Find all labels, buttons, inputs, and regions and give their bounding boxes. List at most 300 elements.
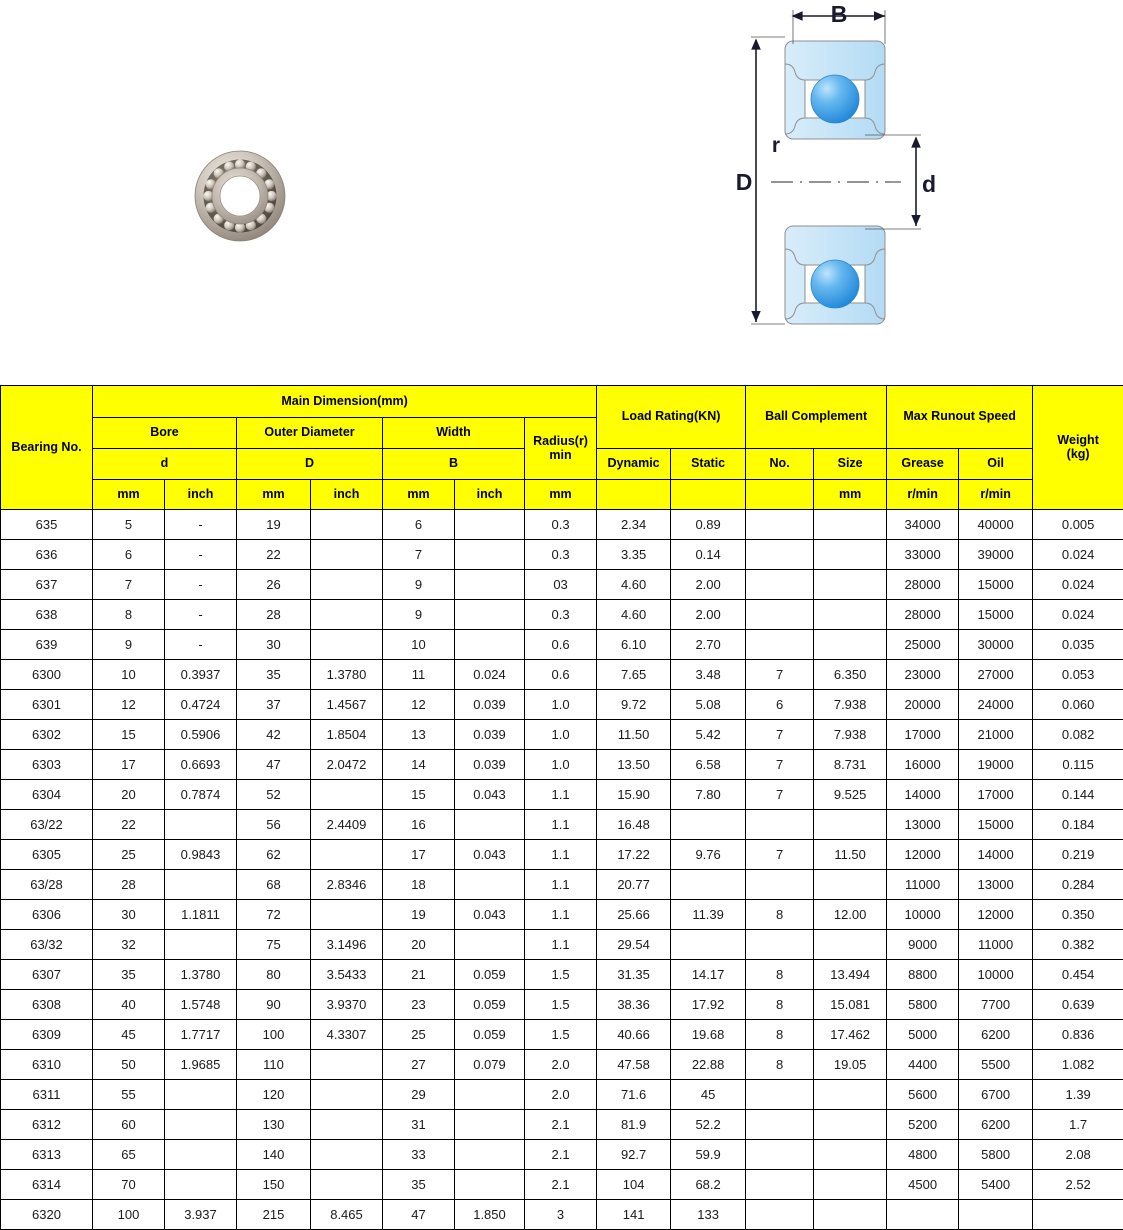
cell-width-mm: 7	[383, 540, 455, 570]
table-row	[1, 1200, 1123, 1230]
cell-outer-diameter-mm: 52	[237, 780, 311, 810]
cell-bore-mm: 8	[93, 600, 165, 630]
cell-outer-diameter-mm: 22	[237, 540, 311, 570]
cell-bearing-no: 6303	[1, 750, 93, 780]
cell-ball-size	[814, 1110, 887, 1140]
cell-load-dynamic: 4.60	[597, 570, 671, 600]
cell-ball-size	[814, 1200, 887, 1230]
cell-bore-mm: 40	[93, 990, 165, 1020]
cell-outer-diameter-inch	[311, 1170, 383, 1200]
cell-width-mm: 47	[383, 1200, 455, 1230]
cell-ball-size: 7.938	[814, 690, 887, 720]
cell-bore-inch: 0.6693	[165, 750, 237, 780]
cell-outer-diameter-inch	[311, 1140, 383, 1170]
cell-speed-oil: 7700	[959, 990, 1033, 1020]
bearing-drawing-svg	[735, 2, 975, 352]
cell-radius-min: 1.0	[525, 690, 597, 720]
cell-outer-diameter-mm: 150	[237, 1170, 311, 1200]
cell-bearing-no: 6309	[1, 1020, 93, 1050]
cell-outer-diameter-mm: 215	[237, 1200, 311, 1230]
table-row	[1, 1020, 1123, 1050]
cell-ball-no	[746, 1080, 814, 1110]
header-unit-D-inch: inch	[311, 480, 383, 510]
cell-load-dynamic: 31.35	[597, 960, 671, 990]
cell-bore-inch	[165, 870, 237, 900]
cell-speed-grease: 12000	[887, 840, 959, 870]
header-unit-r-mm: mm	[525, 480, 597, 510]
cell-width-mm: 19	[383, 900, 455, 930]
table-row	[1, 1080, 1123, 1110]
cell-bearing-no: 639	[1, 630, 93, 660]
cell-ball-no	[746, 510, 814, 540]
cell-weight	[1033, 1200, 1123, 1230]
table-row	[1, 780, 1123, 810]
cell-bore-mm: 32	[93, 930, 165, 960]
cell-speed-grease	[887, 1200, 959, 1230]
cell-load-dynamic: 141	[597, 1200, 671, 1230]
cell-speed-oil: 14000	[959, 840, 1033, 870]
cell-speed-grease: 20000	[887, 690, 959, 720]
cell-bearing-no: 63/32	[1, 930, 93, 960]
cell-width-inch: 0.059	[455, 960, 525, 990]
cell-speed-grease: 8800	[887, 960, 959, 990]
header-oil: Oil	[959, 449, 1033, 480]
cell-width-inch	[455, 630, 525, 660]
cell-bore-inch: 0.5906	[165, 720, 237, 750]
header-unit-d-mm: mm	[93, 480, 165, 510]
cell-radius-min: 3	[525, 1200, 597, 1230]
cell-load-static: 7.80	[671, 780, 746, 810]
cell-bore-inch: -	[165, 570, 237, 600]
cell-speed-grease: 25000	[887, 630, 959, 660]
cell-load-dynamic: 13.50	[597, 750, 671, 780]
cell-bearing-no: 6306	[1, 900, 93, 930]
cell-bore-inch	[165, 1170, 237, 1200]
cell-ball-no: 7	[746, 780, 814, 810]
cell-ball-size	[814, 930, 887, 960]
cell-ball-no: 8	[746, 960, 814, 990]
cell-speed-oil: 6700	[959, 1080, 1033, 1110]
header-outer-diameter: Outer Diameter	[237, 418, 383, 449]
header-symbol-d: d	[93, 449, 237, 480]
cell-radius-min: 0.6	[525, 630, 597, 660]
cell-speed-grease: 4400	[887, 1050, 959, 1080]
cell-speed-oil: 19000	[959, 750, 1033, 780]
cell-bearing-no: 63/22	[1, 810, 93, 840]
cell-outer-diameter-mm: 35	[237, 660, 311, 690]
bearing-cross-section-drawing	[735, 2, 975, 352]
label-r: r	[772, 134, 780, 157]
cell-ball-no: 7	[746, 660, 814, 690]
table-row	[1, 630, 1123, 660]
cell-bore-mm: 30	[93, 900, 165, 930]
header-load-rating: Load Rating(KN)	[597, 386, 746, 449]
cell-speed-oil: 5800	[959, 1140, 1033, 1170]
header-unit-D-mm: mm	[237, 480, 311, 510]
cell-width-mm: 11	[383, 660, 455, 690]
cell-width-inch: 0.059	[455, 1020, 525, 1050]
header-unit-B-inch: inch	[455, 480, 525, 510]
cell-bearing-no: 6313	[1, 1140, 93, 1170]
cell-ball-size	[814, 1140, 887, 1170]
cell-outer-diameter-mm: 140	[237, 1140, 311, 1170]
cell-width-mm: 29	[383, 1080, 455, 1110]
table-body	[1, 510, 1123, 1230]
cell-load-static: 0.89	[671, 510, 746, 540]
cell-outer-diameter-inch	[311, 570, 383, 600]
cell-radius-min: 2.0	[525, 1050, 597, 1080]
cell-bearing-no: 6302	[1, 720, 93, 750]
cell-outer-diameter-mm: 19	[237, 510, 311, 540]
cell-ball-no: 7	[746, 750, 814, 780]
cell-ball-size	[814, 510, 887, 540]
header-max-runout-speed: Max Runout Speed	[887, 386, 1033, 449]
cell-width-mm: 17	[383, 840, 455, 870]
cell-width-mm: 10	[383, 630, 455, 660]
cell-load-static	[671, 810, 746, 840]
cell-width-inch: 0.039	[455, 750, 525, 780]
cell-load-dynamic: 6.10	[597, 630, 671, 660]
cell-speed-oil: 15000	[959, 570, 1033, 600]
cell-weight: 0.350	[1033, 900, 1123, 930]
header-radius	[525, 418, 597, 480]
cell-ball-no	[746, 1140, 814, 1170]
cell-weight: 0.382	[1033, 930, 1123, 960]
cell-width-inch	[455, 540, 525, 570]
cell-load-static: 11.39	[671, 900, 746, 930]
header-bearing-no: Bearing No.	[1, 386, 93, 510]
cell-width-mm: 9	[383, 570, 455, 600]
cell-radius-min: 1.1	[525, 870, 597, 900]
cell-outer-diameter-mm: 80	[237, 960, 311, 990]
bearing-photo-svg	[192, 148, 288, 244]
cell-load-static: 5.08	[671, 690, 746, 720]
cell-bore-mm: 7	[93, 570, 165, 600]
header-dynamic: Dynamic	[597, 449, 671, 480]
cell-radius-min: 0.3	[525, 540, 597, 570]
cell-ball-size	[814, 870, 887, 900]
cell-bearing-no: 6301	[1, 690, 93, 720]
cell-bore-mm: 6	[93, 540, 165, 570]
cell-speed-grease: 5000	[887, 1020, 959, 1050]
cell-ball-size	[814, 600, 887, 630]
cell-weight: 0.219	[1033, 840, 1123, 870]
cell-speed-oil: 24000	[959, 690, 1033, 720]
header-row-units	[1, 480, 1123, 510]
cell-bore-inch: -	[165, 540, 237, 570]
cell-bearing-no: 6307	[1, 960, 93, 990]
label-D: D	[736, 169, 753, 195]
cell-bore-inch: 1.7717	[165, 1020, 237, 1050]
cell-width-mm: 21	[383, 960, 455, 990]
cell-bore-mm: 9	[93, 630, 165, 660]
cell-bore-mm: 45	[93, 1020, 165, 1050]
cell-bearing-no: 637	[1, 570, 93, 600]
cell-bore-inch: 0.3937	[165, 660, 237, 690]
cell-outer-diameter-mm: 28	[237, 600, 311, 630]
cell-ball-no	[746, 600, 814, 630]
header-weight-unit: (kg)	[1033, 448, 1123, 461]
header-row-group	[1, 386, 1123, 418]
cell-speed-grease: 13000	[887, 810, 959, 840]
cell-bore-mm: 50	[93, 1050, 165, 1080]
cell-ball-size: 9.525	[814, 780, 887, 810]
cell-bore-mm: 20	[93, 780, 165, 810]
table-row	[1, 840, 1123, 870]
cell-width-mm: 18	[383, 870, 455, 900]
cell-width-inch	[455, 1170, 525, 1200]
cell-width-mm: 15	[383, 780, 455, 810]
cell-radius-min: 0.3	[525, 510, 597, 540]
cell-outer-diameter-mm: 37	[237, 690, 311, 720]
cell-ball-size	[814, 1080, 887, 1110]
cell-outer-diameter-mm: 26	[237, 570, 311, 600]
cell-ball-no: 8	[746, 1050, 814, 1080]
cell-outer-diameter-mm: 30	[237, 630, 311, 660]
cell-outer-diameter-inch	[311, 540, 383, 570]
cell-load-static: 2.00	[671, 600, 746, 630]
header-unit-static	[671, 480, 746, 510]
cell-ball-no	[746, 630, 814, 660]
cell-outer-diameter-inch: 4.3307	[311, 1020, 383, 1050]
cell-load-static: 2.00	[671, 570, 746, 600]
cell-width-inch: 0.059	[455, 990, 525, 1020]
cell-bore-inch: -	[165, 510, 237, 540]
cell-outer-diameter-inch: 2.8346	[311, 870, 383, 900]
cell-weight: 2.52	[1033, 1170, 1123, 1200]
cell-load-static: 17.92	[671, 990, 746, 1020]
cell-outer-diameter-mm: 90	[237, 990, 311, 1020]
table-header	[1, 386, 1123, 510]
cell-speed-oil: 30000	[959, 630, 1033, 660]
cell-ball-size: 11.50	[814, 840, 887, 870]
header-symbol-B: B	[383, 449, 525, 480]
table-row	[1, 870, 1123, 900]
cell-bore-inch: 1.5748	[165, 990, 237, 1020]
cell-outer-diameter-mm: 100	[237, 1020, 311, 1050]
cell-width-inch: 0.024	[455, 660, 525, 690]
cell-ball-size	[814, 810, 887, 840]
cell-speed-oil: 21000	[959, 720, 1033, 750]
cell-bore-mm: 15	[93, 720, 165, 750]
cell-speed-grease: 5600	[887, 1080, 959, 1110]
label-B: B	[831, 2, 848, 27]
table-row	[1, 1170, 1123, 1200]
cell-outer-diameter-inch: 3.1496	[311, 930, 383, 960]
cell-outer-diameter-inch: 3.9370	[311, 990, 383, 1020]
header-unit-B-mm: mm	[383, 480, 455, 510]
cell-load-dynamic: 104	[597, 1170, 671, 1200]
cell-speed-grease: 17000	[887, 720, 959, 750]
cell-load-dynamic: 25.66	[597, 900, 671, 930]
cell-radius-min: 0.3	[525, 600, 597, 630]
cell-load-static: 3.48	[671, 660, 746, 690]
cell-weight: 0.454	[1033, 960, 1123, 990]
cell-width-mm: 23	[383, 990, 455, 1020]
cell-outer-diameter-inch	[311, 1050, 383, 1080]
cell-width-mm: 6	[383, 510, 455, 540]
cell-speed-grease: 5800	[887, 990, 959, 1020]
cell-load-dynamic: 15.90	[597, 780, 671, 810]
cell-width-inch: 0.043	[455, 780, 525, 810]
header-weight-text: Weight	[1033, 434, 1123, 447]
cell-load-dynamic: 81.9	[597, 1110, 671, 1140]
cell-bore-mm: 28	[93, 870, 165, 900]
cell-radius-min: 03	[525, 570, 597, 600]
cell-speed-oil: 13000	[959, 870, 1033, 900]
cell-ball-size: 7.938	[814, 720, 887, 750]
cell-load-static: 52.2	[671, 1110, 746, 1140]
cell-outer-diameter-inch	[311, 600, 383, 630]
cell-speed-oil: 17000	[959, 780, 1033, 810]
cell-load-dynamic: 9.72	[597, 690, 671, 720]
cell-bearing-no: 6312	[1, 1110, 93, 1140]
cell-speed-oil: 6200	[959, 1110, 1033, 1140]
cell-width-inch	[455, 1110, 525, 1140]
cell-bore-inch: -	[165, 630, 237, 660]
cell-width-inch: 1.850	[455, 1200, 525, 1230]
cell-weight: 0.024	[1033, 570, 1123, 600]
cell-ball-no: 7	[746, 840, 814, 870]
cell-speed-oil: 15000	[959, 600, 1033, 630]
cell-speed-oil: 5400	[959, 1170, 1033, 1200]
cell-weight: 0.035	[1033, 630, 1123, 660]
cell-radius-min: 1.0	[525, 750, 597, 780]
cell-ball-no	[746, 1170, 814, 1200]
cell-radius-min: 1.1	[525, 930, 597, 960]
cell-radius-min: 1.5	[525, 990, 597, 1020]
cell-bore-mm: 12	[93, 690, 165, 720]
cell-width-inch: 0.043	[455, 900, 525, 930]
cell-bearing-no: 6305	[1, 840, 93, 870]
header-bore: Bore	[93, 418, 237, 449]
cell-bore-inch	[165, 930, 237, 960]
cell-ball-size: 15.081	[814, 990, 887, 1020]
cell-ball-no	[746, 1110, 814, 1140]
cell-width-mm: 16	[383, 810, 455, 840]
cell-outer-diameter-inch	[311, 630, 383, 660]
cell-load-dynamic: 4.60	[597, 600, 671, 630]
cell-outer-diameter-mm: 75	[237, 930, 311, 960]
cell-ball-no	[746, 540, 814, 570]
cell-bearing-no: 6310	[1, 1050, 93, 1080]
cell-radius-min: 2.1	[525, 1140, 597, 1170]
cell-load-static: 19.68	[671, 1020, 746, 1050]
cell-radius-min: 1.1	[525, 810, 597, 840]
cell-load-static: 6.58	[671, 750, 746, 780]
cell-width-mm: 12	[383, 690, 455, 720]
cell-outer-diameter-inch	[311, 780, 383, 810]
cell-bore-inch: 0.7874	[165, 780, 237, 810]
table-row	[1, 1140, 1123, 1170]
cell-load-static: 2.70	[671, 630, 746, 660]
cell-load-static: 0.14	[671, 540, 746, 570]
cell-ball-size	[814, 540, 887, 570]
header-grease: Grease	[887, 449, 959, 480]
cell-load-dynamic: 7.65	[597, 660, 671, 690]
table-row	[1, 1050, 1123, 1080]
cell-width-inch: 0.043	[455, 840, 525, 870]
cell-speed-grease: 4800	[887, 1140, 959, 1170]
cell-weight: 0.115	[1033, 750, 1123, 780]
header-radius-min: min	[525, 449, 596, 462]
cell-bore-mm: 60	[93, 1110, 165, 1140]
cell-ball-no	[746, 930, 814, 960]
table-row	[1, 510, 1123, 540]
cell-width-mm: 35	[383, 1170, 455, 1200]
header-ball-complement: Ball Complement	[746, 386, 887, 449]
table-row	[1, 570, 1123, 600]
bearing-specification-table	[0, 385, 1123, 1230]
cell-speed-oil: 10000	[959, 960, 1033, 990]
cell-bore-inch: 0.9843	[165, 840, 237, 870]
cell-radius-min: 1.1	[525, 900, 597, 930]
cell-weight: 0.053	[1033, 660, 1123, 690]
cell-load-dynamic: 2.34	[597, 510, 671, 540]
cell-ball-no	[746, 810, 814, 840]
cell-weight: 0.836	[1033, 1020, 1123, 1050]
cell-outer-diameter-mm: 56	[237, 810, 311, 840]
cell-bore-mm: 10	[93, 660, 165, 690]
cell-width-mm: 9	[383, 600, 455, 630]
cell-outer-diameter-inch	[311, 1110, 383, 1140]
cell-bore-mm: 100	[93, 1200, 165, 1230]
cell-ball-no	[746, 570, 814, 600]
cell-ball-no: 8	[746, 990, 814, 1020]
cell-weight: 0.284	[1033, 870, 1123, 900]
header-unit-d-inch: inch	[165, 480, 237, 510]
cell-speed-oil: 5500	[959, 1050, 1033, 1080]
cell-speed-grease: 11000	[887, 870, 959, 900]
cell-ball-no: 8	[746, 1020, 814, 1050]
cell-radius-min: 1.5	[525, 960, 597, 990]
cell-load-static: 133	[671, 1200, 746, 1230]
cell-ball-no: 6	[746, 690, 814, 720]
cell-width-inch	[455, 1140, 525, 1170]
cell-width-inch: 0.039	[455, 690, 525, 720]
cell-speed-grease: 9000	[887, 930, 959, 960]
cell-width-inch	[455, 870, 525, 900]
cell-ball-no: 8	[746, 900, 814, 930]
cell-width-inch	[455, 570, 525, 600]
cell-bore-inch: 1.3780	[165, 960, 237, 990]
cell-weight: 0.060	[1033, 690, 1123, 720]
cell-radius-min: 0.6	[525, 660, 597, 690]
cell-outer-diameter-inch	[311, 1080, 383, 1110]
cell-load-dynamic: 40.66	[597, 1020, 671, 1050]
cell-weight: 1.39	[1033, 1080, 1123, 1110]
cell-load-static: 22.88	[671, 1050, 746, 1080]
cell-bearing-no: 6320	[1, 1200, 93, 1230]
cell-bore-mm: 22	[93, 810, 165, 840]
cell-speed-oil: 11000	[959, 930, 1033, 960]
cell-weight: 0.639	[1033, 990, 1123, 1020]
cell-load-static: 45	[671, 1080, 746, 1110]
cell-load-static: 68.2	[671, 1170, 746, 1200]
cell-ball-size	[814, 630, 887, 660]
header-symbol-D: D	[237, 449, 383, 480]
cell-ball-size: 8.731	[814, 750, 887, 780]
cell-load-dynamic: 17.22	[597, 840, 671, 870]
cell-bore-inch	[165, 1110, 237, 1140]
table-row	[1, 600, 1123, 630]
cell-speed-grease: 23000	[887, 660, 959, 690]
cell-load-dynamic: 29.54	[597, 930, 671, 960]
cell-bore-mm: 55	[93, 1080, 165, 1110]
cell-weight: 1.082	[1033, 1050, 1123, 1080]
cell-outer-diameter-inch	[311, 840, 383, 870]
cell-radius-min: 2.1	[525, 1170, 597, 1200]
